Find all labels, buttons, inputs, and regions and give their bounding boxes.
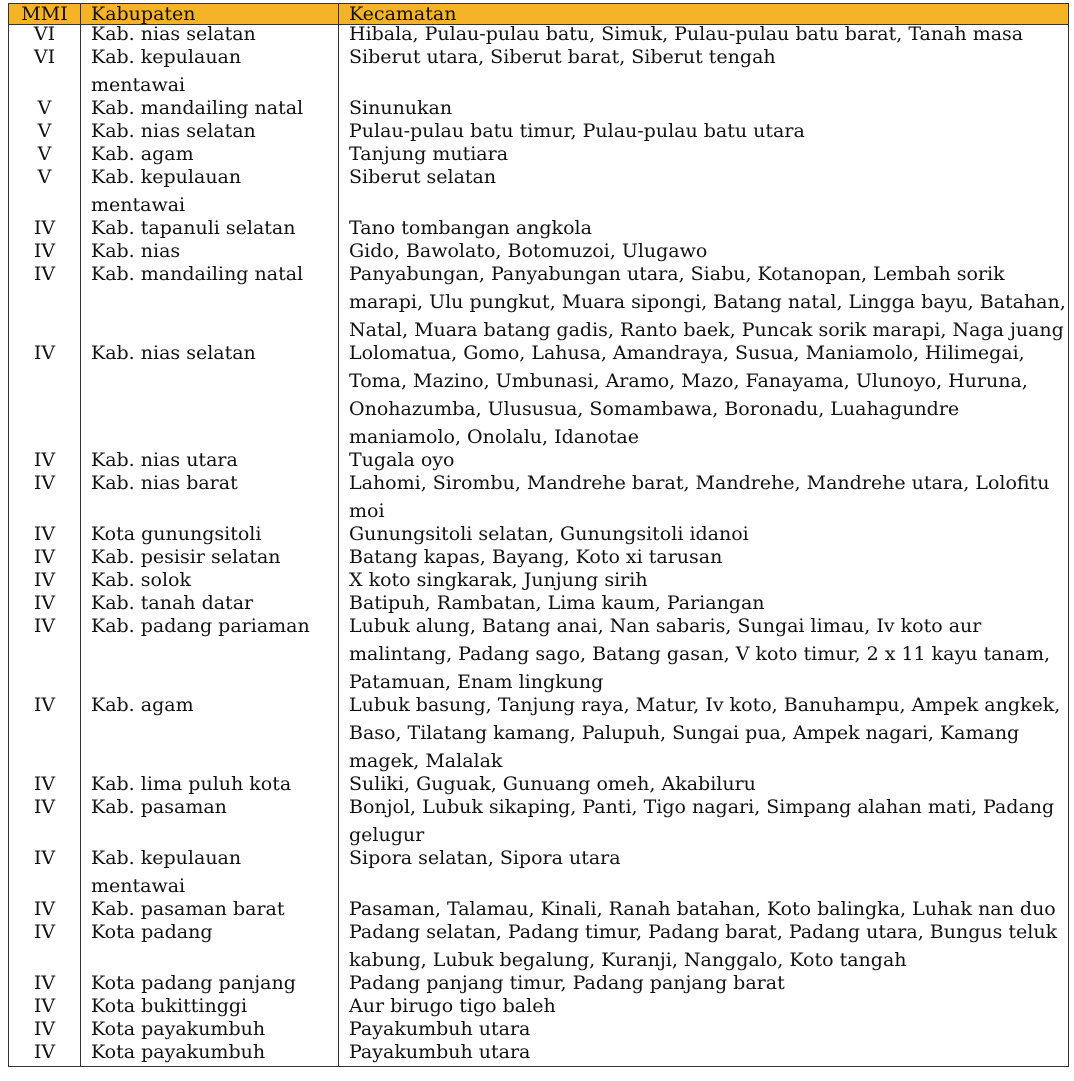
kabupaten-cell [81,344,339,451]
table-row [9,265,1069,344]
table-row [9,474,1069,525]
mmi-cell-text: IV [33,921,56,943]
mmi-cell-text: IV [33,472,56,494]
kecamatan-cell [339,474,1069,525]
kabupaten-cell-text: Kab. tanah datar [91,592,254,614]
table-row [9,849,1069,900]
kecamatan-cell-text: Aur birugo tigo baleh [349,995,556,1017]
mmi-cell-text: IV [33,263,56,285]
table-row [9,1043,1069,1067]
kabupaten-cell-text: Kab. tapanuli selatan [91,217,296,239]
kecamatan-cell-text: Lubuk alung, Batang anai, Nan sabaris, Sungai limau, Iv koto aur malintang, Padang sago, Batang gasan, V koto timur, 2 x 11 kayu tanam, Patamuan, Enam lingkung [349,615,1051,693]
mmi-cell-text: IV [33,898,56,920]
kabupaten-cell-text: Kab. agam [91,143,194,165]
kabupaten-cell-text: Kab. kepulauan mentawai [91,166,242,216]
mmi-cell [9,696,81,775]
mmi-cell [9,617,81,696]
table-row [9,617,1069,696]
kabupaten-cell-text: Kab. lima puluh kota [91,773,292,795]
kecamatan-cell-text: Padang panjang timur, Padang panjang barat [349,972,785,994]
kecamatan-cell-text: Pasaman, Talamau, Kinali, Ranah batahan, Koto balingka, Luhak nan duo [349,898,1056,920]
mmi-cell [9,265,81,344]
mmi-cell-text: IV [33,995,56,1017]
mmi-cell-text: V [37,97,52,119]
kecamatan-cell-text: Lubuk basung, Tanjung raya, Matur, Iv koto, Banuhampu, Ampek angkek, Baso, Tilatang kamang, Palupuh, Sungai pua, Ampek nagari, Kamang magek, Malalak [349,694,1061,772]
kecamatan-cell [339,344,1069,451]
kabupaten-cell [81,923,339,974]
kabupaten-cell [81,474,339,525]
kabupaten-cell-text: Kab. nias selatan [91,23,256,45]
kecamatan-cell-text: Hibala, Pulau-pulau batu, Simuk, Pulau-pulau batu barat, Tanah masa [349,23,1024,45]
mmi-cell-text: IV [33,796,56,818]
kabupaten-cell [81,1043,339,1067]
kecamatan-cell-text: Sipora selatan, Sipora utara [349,847,621,869]
kecamatan-cell-text: Lahomi, Sirombu, Mandrehe barat, Mandrehe, Mandrehe utara, Lolofitu moi [349,472,1050,522]
kecamatan-cell-text: Tugala oyo [349,449,455,471]
kecamatan-cell-text: Payakumbuh utara [349,1018,531,1040]
mmi-cell-text: IV [33,1041,56,1063]
kecamatan-cell-text: Batipuh, Rambatan, Lima kaum, Pariangan [349,592,765,614]
mmi-cell-text: IV [33,217,56,239]
header-mmi: MMI [9,4,81,25]
kecamatan-cell-text: Siberut utara, Siberut barat, Siberut tengah [349,46,776,68]
kabupaten-cell-text: Kota payakumbuh [91,1041,266,1063]
mmi-cell-text: V [37,143,52,165]
mmi-table [8,3,1069,1067]
kecamatan-cell-text: Payakumbuh utara [349,1041,531,1063]
kabupaten-cell-text: Kab. nias selatan [91,120,256,142]
mmi-cell-text: VI [33,23,56,45]
kecamatan-cell-text: Tanjung mutiara [349,143,509,165]
mmi-cell-text: IV [33,449,56,471]
kecamatan-cell-text: Bonjol, Lubuk sikaping, Panti, Tigo nagari, Simpang alahan mati, Padang gelugur [349,796,1055,846]
mmi-cell-text: IV [33,592,56,614]
kecamatan-cell [339,48,1069,99]
kabupaten-cell-text: Kab. nias selatan [91,342,256,364]
kabupaten-cell-text: Kab. mandailing natal [91,263,304,285]
kecamatan-cell-text: Lolomatua, Gomo, Lahusa, Amandraya, Susua, Maniamolo, Hilimegai, Toma, Mazino, Umbunasi, Aramo, Mazo, Fanayama, Ulunoyo, Huruna, Onohazumba, Ulususua, Somambawa, Boronadu, Luahagundre maniamolo, Onolalu, Idanotae [349,342,1028,448]
kabupaten-cell-text: Kab. pasaman barat [91,898,285,920]
kabupaten-cell-text: Kab. pasaman [91,796,227,818]
kabupaten-cell-text: Kab. agam [91,694,194,716]
mmi-cell [9,48,81,99]
kabupaten-cell-text: Kab. mandailing natal [91,97,304,119]
table-row [9,168,1069,219]
kabupaten-cell-text: Kab. solok [91,569,191,591]
kabupaten-cell-text: Kota padang panjang [91,972,296,994]
mmi-cell-text: IV [33,569,56,591]
kecamatan-cell [339,798,1069,849]
kabupaten-cell-text: Kab. kepulauan mentawai [91,847,242,897]
mmi-cell-text: IV [33,847,56,869]
mmi-cell [9,344,81,451]
mmi-cell [9,849,81,900]
table-body [9,25,1069,1067]
mmi-cell-text: IV [33,1018,56,1040]
mmi-cell-text: VI [33,46,56,68]
header-kabupaten: Kabupaten [81,4,339,25]
kecamatan-cell-text: Gunungsitoli selatan, Gunungsitoli idanoi [349,523,749,545]
mmi-cell-text: IV [33,694,56,716]
kabupaten-cell [81,48,339,99]
kabupaten-cell-text: Kab. padang pariaman [91,615,310,637]
table-row [9,923,1069,974]
kabupaten-cell [81,696,339,775]
kabupaten-cell [81,168,339,219]
kecamatan-cell [339,168,1069,219]
mmi-cell-text: IV [33,523,56,545]
kecamatan-cell-text: Gido, Bawolato, Botomuzoi, Ulugawo [349,240,708,262]
kecamatan-cell-text: Padang selatan, Padang timur, Padang barat, Padang utara, Bungus teluk kabung, Lubuk begalung, Kuranji, Nanggalo, Koto tangah [349,921,1058,971]
mmi-cell-text: IV [33,546,56,568]
mmi-cell-text: V [37,120,52,142]
kecamatan-cell [339,923,1069,974]
mmi-cell [9,798,81,849]
kabupaten-cell-text: Kota padang [91,921,213,943]
kecamatan-cell [339,1043,1069,1067]
kecamatan-cell-text: Tano tombangan angkola [349,217,592,239]
kecamatan-cell-text: Siberut selatan [349,166,497,188]
table-row [9,798,1069,849]
mmi-cell-text: IV [33,972,56,994]
kabupaten-cell-text: Kab. kepulauan mentawai [91,46,242,96]
kabupaten-cell [81,265,339,344]
kabupaten-cell [81,849,339,900]
kabupaten-cell-text: Kota payakumbuh [91,1018,266,1040]
kabupaten-cell-text: Kab. nias utara [91,449,238,471]
mmi-cell [9,1043,81,1067]
mmi-cell [9,474,81,525]
kabupaten-cell-text: Kab. pesisir selatan [91,546,281,568]
mmi-cell-text: IV [33,240,56,262]
mmi-cell [9,168,81,219]
kabupaten-cell-text: Kab. nias barat [91,472,238,494]
kabupaten-cell-text: Kota gunungsitoli [91,523,262,545]
mmi-cell-text: IV [33,615,56,637]
kecamatan-cell [339,617,1069,696]
kabupaten-cell [81,617,339,696]
kecamatan-cell [339,696,1069,775]
mmi-cell-text: IV [33,342,56,364]
mmi-cell-text: V [37,166,52,188]
header-kecamatan: Kecamatan [339,4,1069,25]
kecamatan-cell [339,265,1069,344]
table-row [9,48,1069,99]
kecamatan-cell-text: Sinunukan [349,97,453,119]
kecamatan-cell-text: Suliki, Guguak, Gunuang omeh, Akabiluru [349,773,756,795]
mmi-cell [9,923,81,974]
table-row [9,696,1069,775]
table-row [9,344,1069,451]
kabupaten-cell-text: Kab. nias [91,240,181,262]
kecamatan-cell-text: X koto singkarak, Junjung sirih [349,569,648,591]
kecamatan-cell [339,849,1069,900]
kecamatan-cell-text: Batang kapas, Bayang, Koto xi tarusan [349,546,723,568]
kabupaten-cell [81,798,339,849]
kabupaten-cell-text: Kota bukittinggi [91,995,248,1017]
mmi-cell-text: IV [33,773,56,795]
kecamatan-cell-text: Pulau-pulau batu timur, Pulau-pulau batu utara [349,120,805,142]
kecamatan-cell-text: Panyabungan, Panyabungan utara, Siabu, Kotanopan, Lembah sorik marapi, Ulu pungkut, Muara sipongi, Batang natal, Lingga bayu, Batahan, Natal, Muara batang gadis, Ranto baek, Puncak sorik marapi, Naga juang [349,263,1066,341]
